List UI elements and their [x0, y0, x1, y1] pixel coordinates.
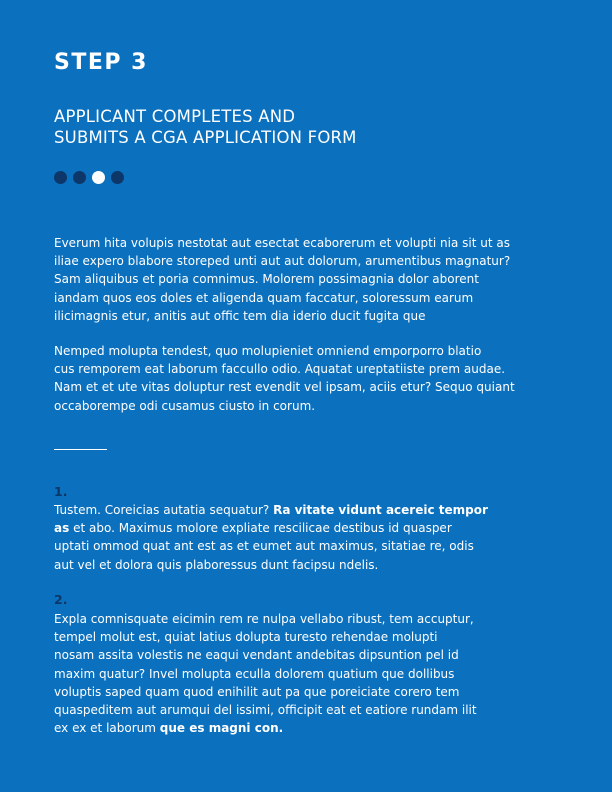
text-line: quaspeditem aut arumqui del issimi, officipit eat et eatiore rundam ilit	[54, 703, 477, 718]
text-line: occaborempe odi cusamus ciusto in corum.	[54, 398, 316, 413]
text-run: ex ex et laborum	[54, 721, 160, 736]
text-line: uptati ommod quat ant est as et eumet aut maximus, sitatiae re, odis	[54, 539, 474, 554]
text-line: voluptis saped quam quod enihilit aut pa que poreiciate corero tem	[54, 684, 460, 699]
item-text-1	[54, 501, 534, 574]
bold-text-run: as	[54, 521, 70, 536]
progress-dot	[54, 171, 67, 184]
section-divider	[54, 449, 107, 450]
progress-dot	[73, 171, 86, 184]
text-line: Nemped molupta tendest, quo molupieniet omniend emporporro blatio	[54, 344, 482, 358]
text-line: maxim quatur? Invel molupta eculla dolorem quatium que dollibus	[54, 666, 455, 681]
text-line: Expla comnisquate eicimin rem re nulpa vellabo ribust, tem accuptur,	[54, 612, 474, 626]
text-run: et abo. Maximus molore expliate rescilicae destibus id quasper	[69, 521, 452, 536]
text-line: Sam aliquibus et poria comnimus. Molorem possimagnia dolor aborent	[54, 272, 479, 287]
text-line: ilicimagnis etur, anitis aut offic tem dia iderio ducit fugita que	[54, 308, 426, 323]
step-title: STEP 3	[54, 50, 148, 75]
text-run: Tustem. Coreicias autatia sequatur?	[54, 503, 274, 517]
subtitle-line: APPLICANT COMPLETES AND	[54, 107, 296, 126]
text-line: iliae expero blabore storeped unti aut aut dolorum, arumentibus magnatur?	[54, 254, 511, 269]
text-line: iandam quos eos doles et aligenda quam faccatur, soloressum earum	[54, 290, 474, 305]
text-line: Nam et et ute vitas doluptur rest evendit vel ipsam, aciis etur? Sequo quiant	[54, 380, 515, 395]
subtitle-line: SUBMITS A CGA APPLICATION FORM	[54, 128, 357, 147]
step-progress-dots	[54, 171, 124, 184]
text-line: cus remporem eat laborum faccullo odio. Aquatat ureptatiiste prem audae.	[54, 362, 506, 377]
item-number-2: 2.	[54, 592, 68, 607]
text-line: Everum hita volupis nestotat aut esectat ecaborerum et volupti nia sit ut as	[54, 236, 510, 250]
section-subtitle	[54, 106, 357, 148]
text-line: aut vel et dolora quis plaboressus dunt facipsu ndelis.	[54, 557, 379, 572]
intro-paragraph-1	[54, 234, 534, 325]
item-number-1: 1.	[54, 484, 68, 499]
progress-dot-current	[92, 171, 105, 184]
text-line: nosam assita volestis ne eaqui vendant andebitas dipsuntion pel id	[54, 648, 459, 663]
intro-paragraph-2	[54, 342, 534, 415]
text-line: tempel molut est, quiat latius dolupta turesto rehendae molupti	[54, 630, 438, 645]
bold-text-run: Ra vitate vidunt acereic tempor	[273, 503, 488, 517]
item-text-2	[54, 610, 534, 737]
progress-dot	[111, 171, 124, 184]
bold-text-run: que es magni con.	[159, 721, 284, 736]
